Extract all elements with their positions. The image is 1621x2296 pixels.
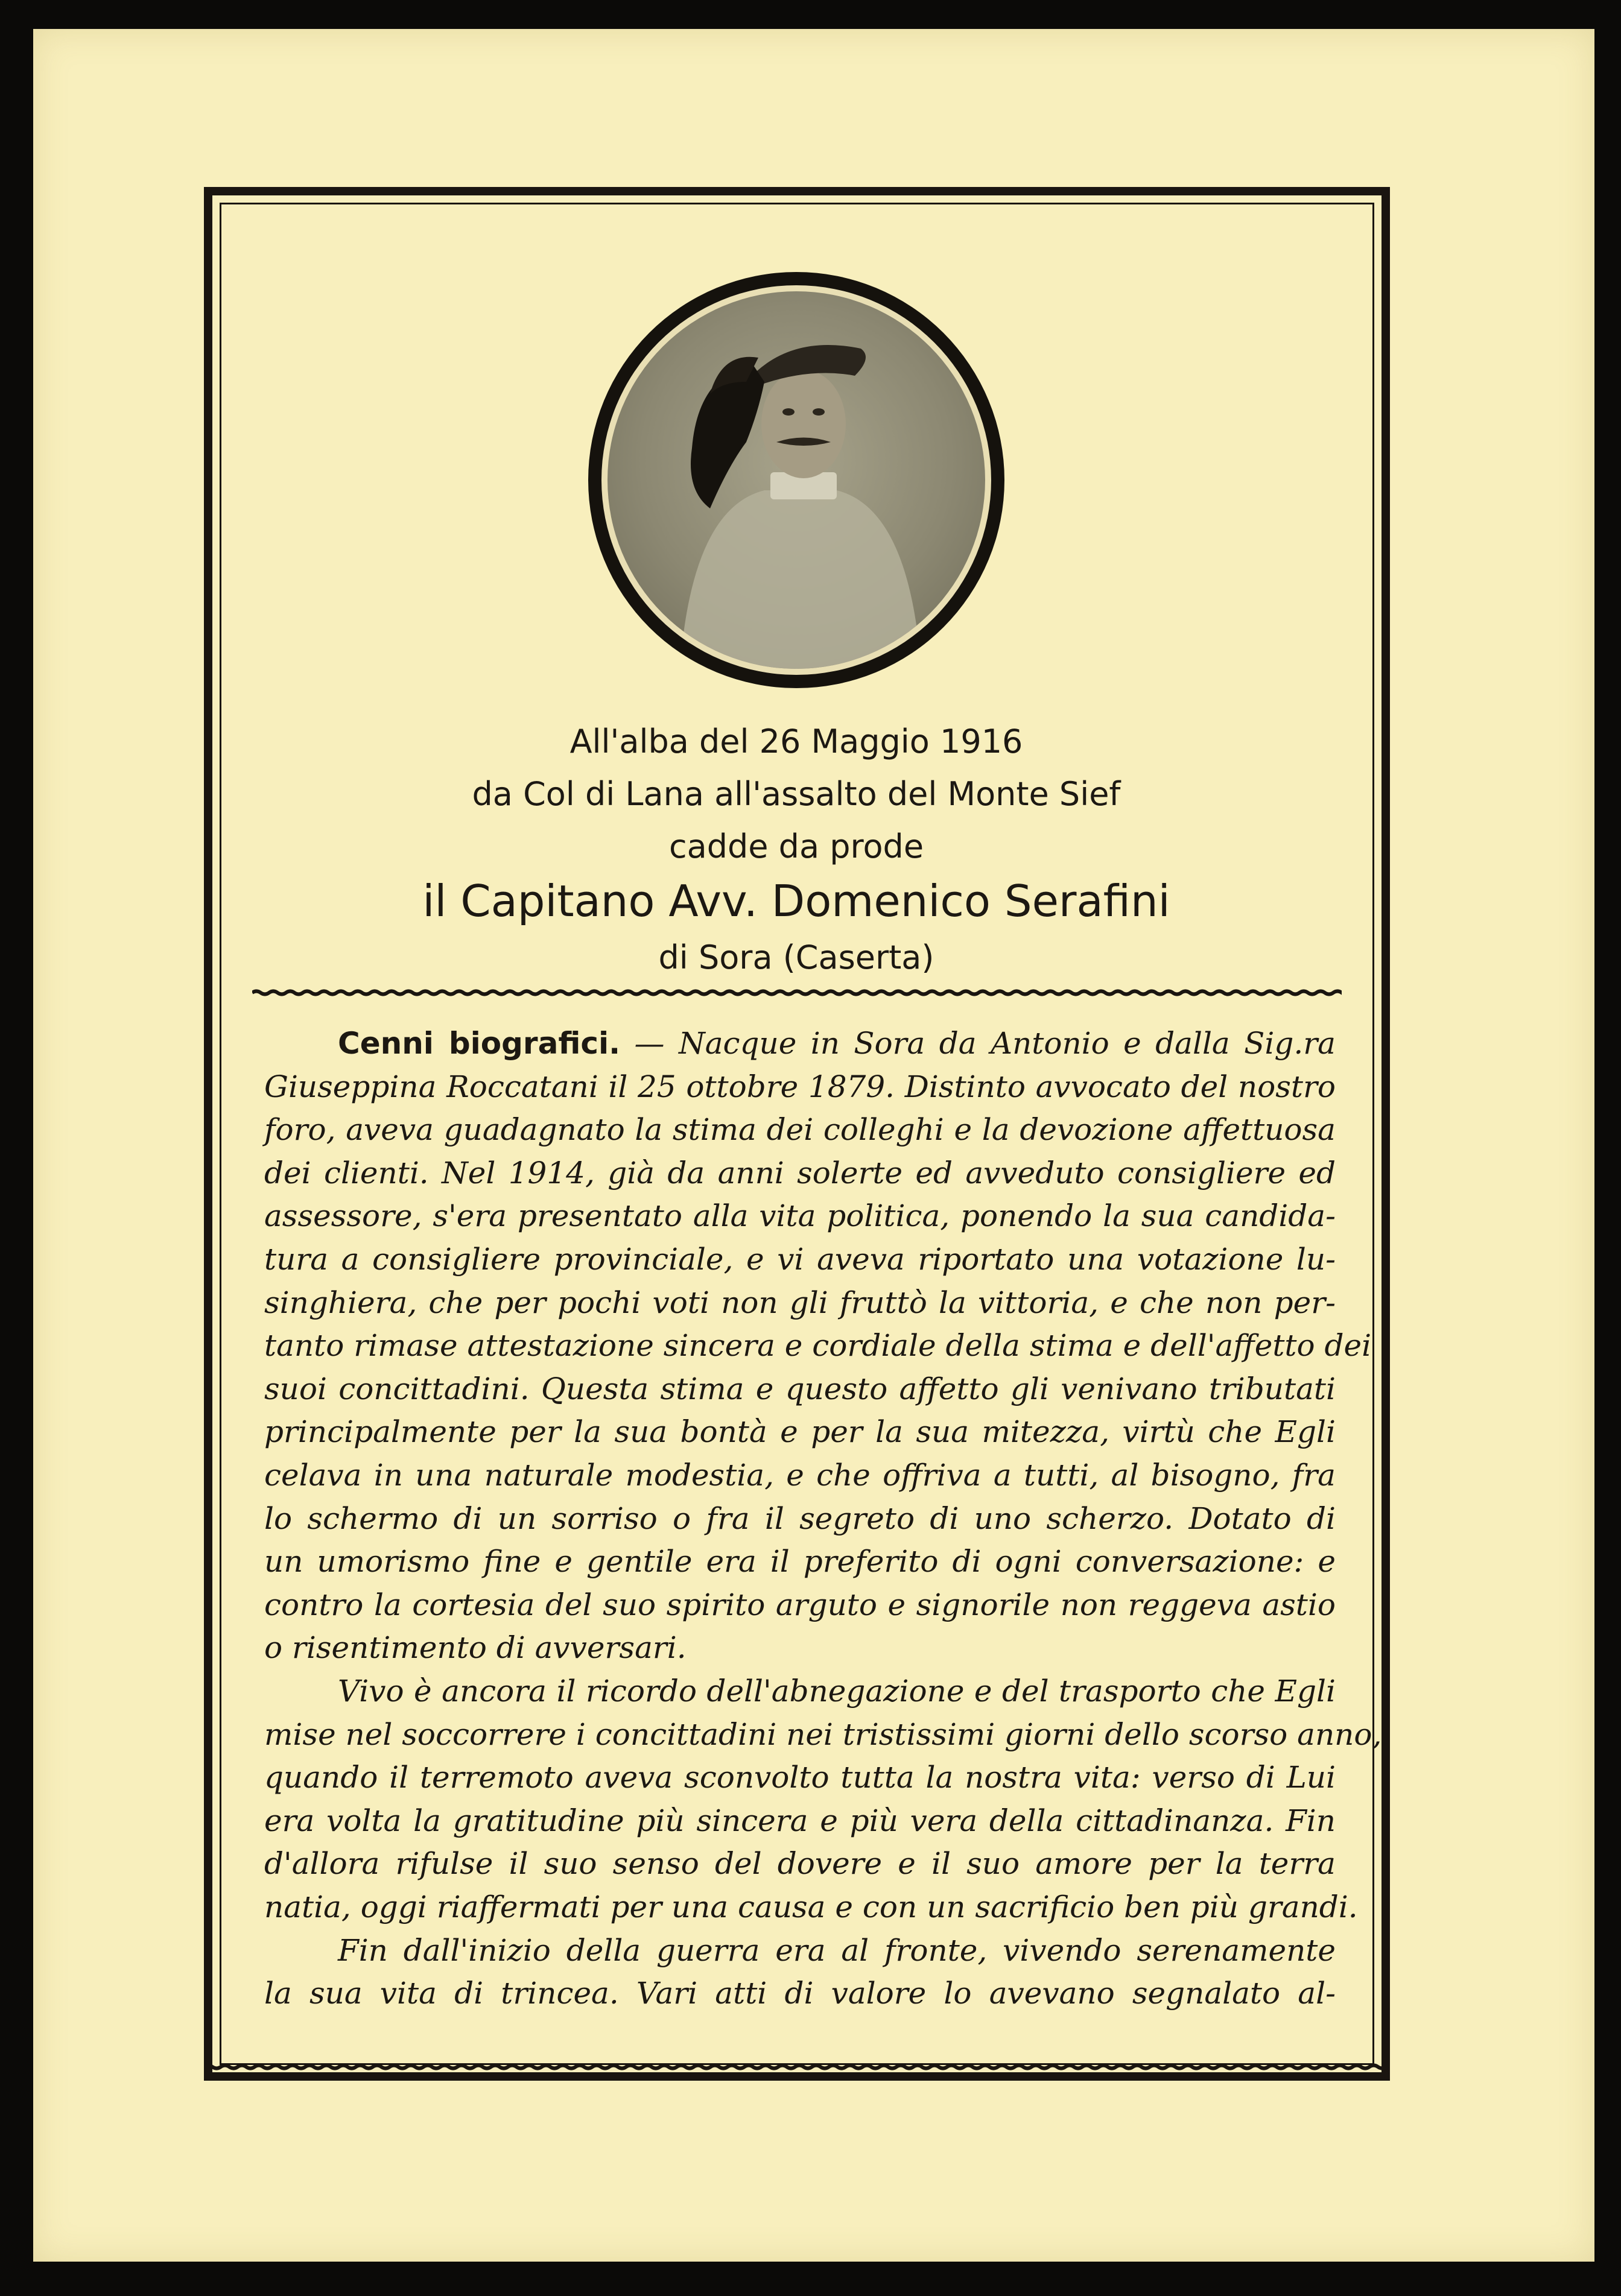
biography-line: Fin dall'inizio della guerra era al fronte, vivendo serenamente: [338, 1932, 1336, 1968]
portrait-photo: [607, 291, 985, 669]
biography-label: Cenni biografici.: [338, 1026, 621, 1061]
biography-line: celava in una naturale modestia, e che offriva a tutti, al bisogno, fra: [264, 1458, 1336, 1493]
biography-line: quando il terremoto aveva sconvolto tutta la nostra vita: verso di Lui: [264, 1760, 1336, 1795]
biography-line: singhiera, che per pochi voti non gli fruttò la vittoria, e che non per-: [264, 1285, 1336, 1320]
biography-line: natia, oggi riaffermati per una causa e con un sacrificio ben più grandi.: [264, 1890, 1358, 1924]
heading-line-fell: cadde da prode: [668, 827, 924, 865]
biography-line: Giuseppina Roccatani il 25 ottobre 1879. Distinto avvocato del nostro: [264, 1069, 1336, 1104]
biography-line: o risentimento di avversari.: [264, 1630, 687, 1666]
biography-line: la sua vita di trincea. Vari atti di valore lo avevano segnalato al-: [264, 1976, 1336, 2011]
biography-line: mise nel soccorrere i concittadini nei tristissimi giorni dello scorso anno,: [264, 1716, 1382, 1752]
biography-line: principalmente per la sua bontà e per la sua mitezza, virtù che Egli: [264, 1414, 1336, 1450]
heading-line-date: All'alba del 26 Maggio 1916: [569, 723, 1023, 761]
biography-line: tanto rimase attestazione sincera e cordiale della stima e dell'affetto dei: [264, 1328, 1372, 1364]
biography-line: d'allora rifulse il suo senso del dovere e il suo amore per la terra: [264, 1846, 1336, 1882]
biography-line: [338, 1025, 1336, 1061]
biography-line: tura a consigliere provinciale, e vi aveva riportato una votazione lu-: [264, 1242, 1336, 1277]
heading-name: il Capitano Avv. Domenico Serafini: [422, 876, 1170, 926]
heading-line-place: da Col di Lana all'assalto del Monte Sief: [472, 775, 1121, 813]
biography-line-text: — Nacque in Sora da Antonio e dalla Sig.ra: [620, 1026, 1336, 1061]
biography-line: un umorismo fine e gentile era il preferito di ogni conversazione: e: [264, 1544, 1336, 1580]
biography-line: era volta la gratitudine più sincera e più vera della cittadinanza. Fin: [264, 1803, 1336, 1838]
biography-line: assessore, s'era presentato alla vita politica, ponendo la sua candida-: [264, 1198, 1336, 1234]
wavy-divider: [252, 985, 1342, 1000]
biography-line: contro la cortesia del suo spirito arguto e signorile non reggeva astio: [264, 1587, 1336, 1622]
biography-line: lo schermo di un sorriso o fra il segreto di uno scherzo. Dotato di: [264, 1501, 1336, 1536]
portrait-medallion: [588, 272, 1004, 688]
bottom-wavy-border: [204, 2060, 1390, 2074]
biography-line: dei clienti. Nel 1914, già da anni solerte ed avveduto consigliere ed: [264, 1155, 1336, 1191]
heading-origin: di Sora (Caserta): [658, 938, 934, 976]
biography-line: foro, aveva guadagnato la stima dei colleghi e la devozione affettuosa: [264, 1112, 1336, 1148]
biography-line: suoi concittadini. Questa stima e questo affetto gli venivano tributati: [264, 1371, 1336, 1406]
officer-portrait-image: [607, 291, 985, 669]
biography-line: Vivo è ancora il ricordo dell'abnegazione e del trasporto che Egli: [338, 1674, 1336, 1709]
medallion-ring: [601, 285, 991, 675]
